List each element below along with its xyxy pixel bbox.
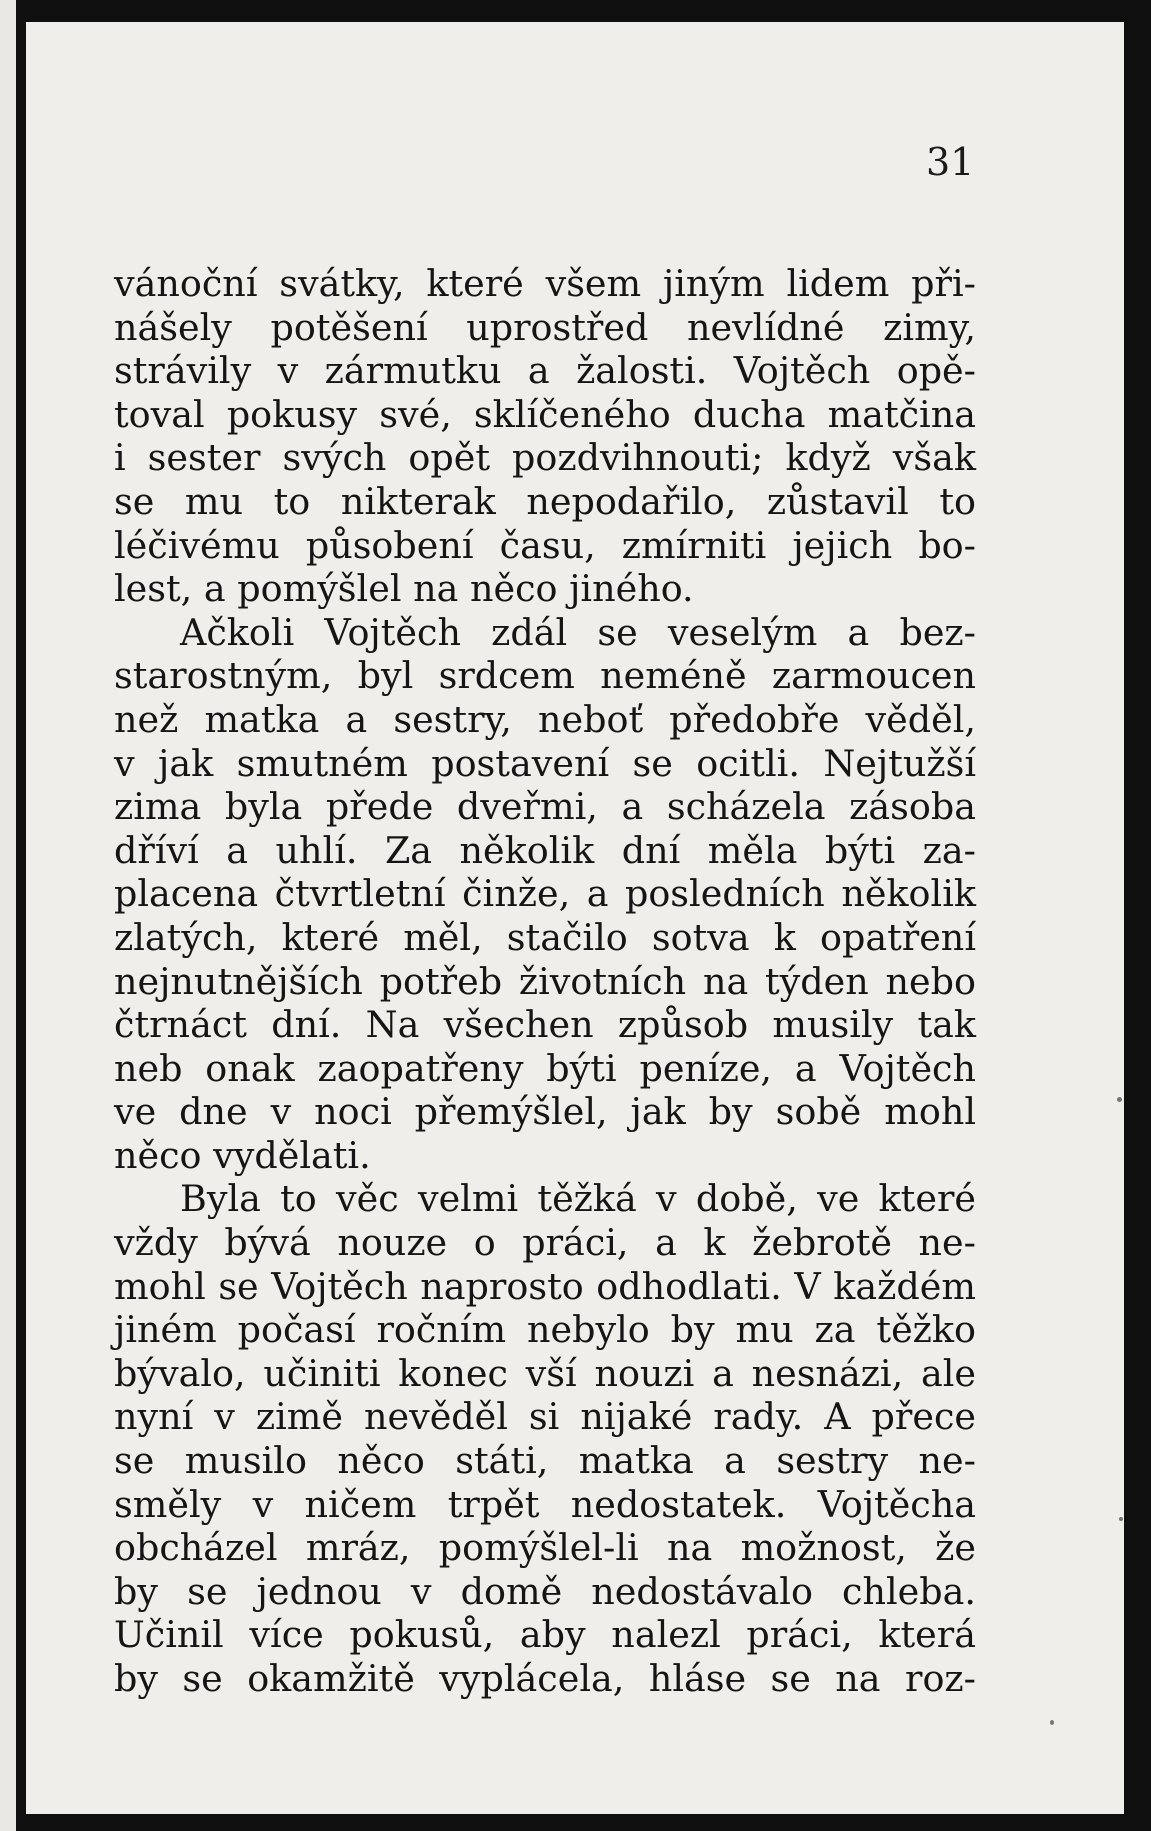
page-number: 31 [926,140,975,184]
text-line: neb onak zaopatřeny býti peníze, a Vojtěch [114,1046,976,1090]
text-line: vždy bývá nouze o práci, a k žebrotě ne- [114,1221,976,1265]
text-line: starostným, byl srdcem neméně zarmoucen [114,654,976,698]
text-line: zlatých, které měl, stačilo sotva k opatření [114,915,976,959]
text-line: se mu to nikterak nepodařilo, zůstavil to [114,479,976,523]
text-line: se musilo něco státi, matka a sestry ne- [114,1439,976,1483]
text-line: v jak smutném postavení se ocitli. Nejtužší [114,741,976,785]
text-line: by se jednou v domě nedostávalo chleba. [114,1569,976,1613]
text-line: bývalo, učiniti konec vší nouzi a nesnázi, ale [114,1351,976,1395]
text-line: čtrnáct dní. Na všechen způsob musily tak [114,1003,976,1047]
dust-speck [1117,1097,1122,1102]
text-line: mohl se Vojtěch naprosto odhodlati. V každém [114,1264,976,1308]
text-line: léčivému působení času, zmírniti jejich bo- [114,523,976,567]
text-line: nášely potěšení uprostřed nevlídné zimy, [114,305,976,349]
text-line: směly v ničem trpět nedostatek. Vojtěcha [114,1482,976,1526]
text-line: nejnutnějších potřeb životních na týden nebo [114,959,976,1003]
dust-speck [1119,1517,1123,1521]
text-line: placena čtvrtletní činže, a posledních několik [114,872,976,916]
text-line: zima byla přede dveřmi, a scházela zásoba [114,785,976,829]
text-line: Učinil více pokusů, aby nalezl práci, která [114,1613,976,1657]
text-line: něco vydělati. [114,1133,371,1177]
text-line: Byla to věc velmi těžká v době, ve které [180,1177,976,1221]
text-line: by se okamžitě vyplácela, hláse se na roz- [114,1657,976,1700]
text-line: toval pokusy své, sklíčeného ducha matčina [114,392,976,436]
text-line: obcházel mráz, pomýšlel-li na možnost, že [114,1526,976,1570]
text-line: ve dne v noci přemýšlel, jak by sobě mohl [114,1090,976,1134]
body-text [114,262,976,1701]
text-line: jiném počasí ročním nebylo by mu za těžko [114,1308,976,1352]
text-line: strávily v zármutku a žalosti. Vojtěch opě- [114,349,976,393]
book-page [26,22,1124,1814]
text-line: nyní v zimě nevěděl si nijaké rady. A přece [114,1395,976,1439]
adjacent-page-edge [0,0,16,1831]
text-line: než matka a sestry, neboť předobře věděl, [114,697,976,741]
text-line: lest, a pomýšlel na něco jiného. [114,567,694,611]
text-line: vánoční svátky, které všem jiným lidem při- [114,262,976,305]
text-line: i sester svých opět pozdvihnouti; když však [114,436,976,480]
text-line: Ačkoli Vojtěch zdál se veselým a bez- [180,610,976,654]
text-line: dříví a uhlí. Za několik dní měla býti za- [114,828,976,872]
dust-speck [1050,1720,1054,1725]
